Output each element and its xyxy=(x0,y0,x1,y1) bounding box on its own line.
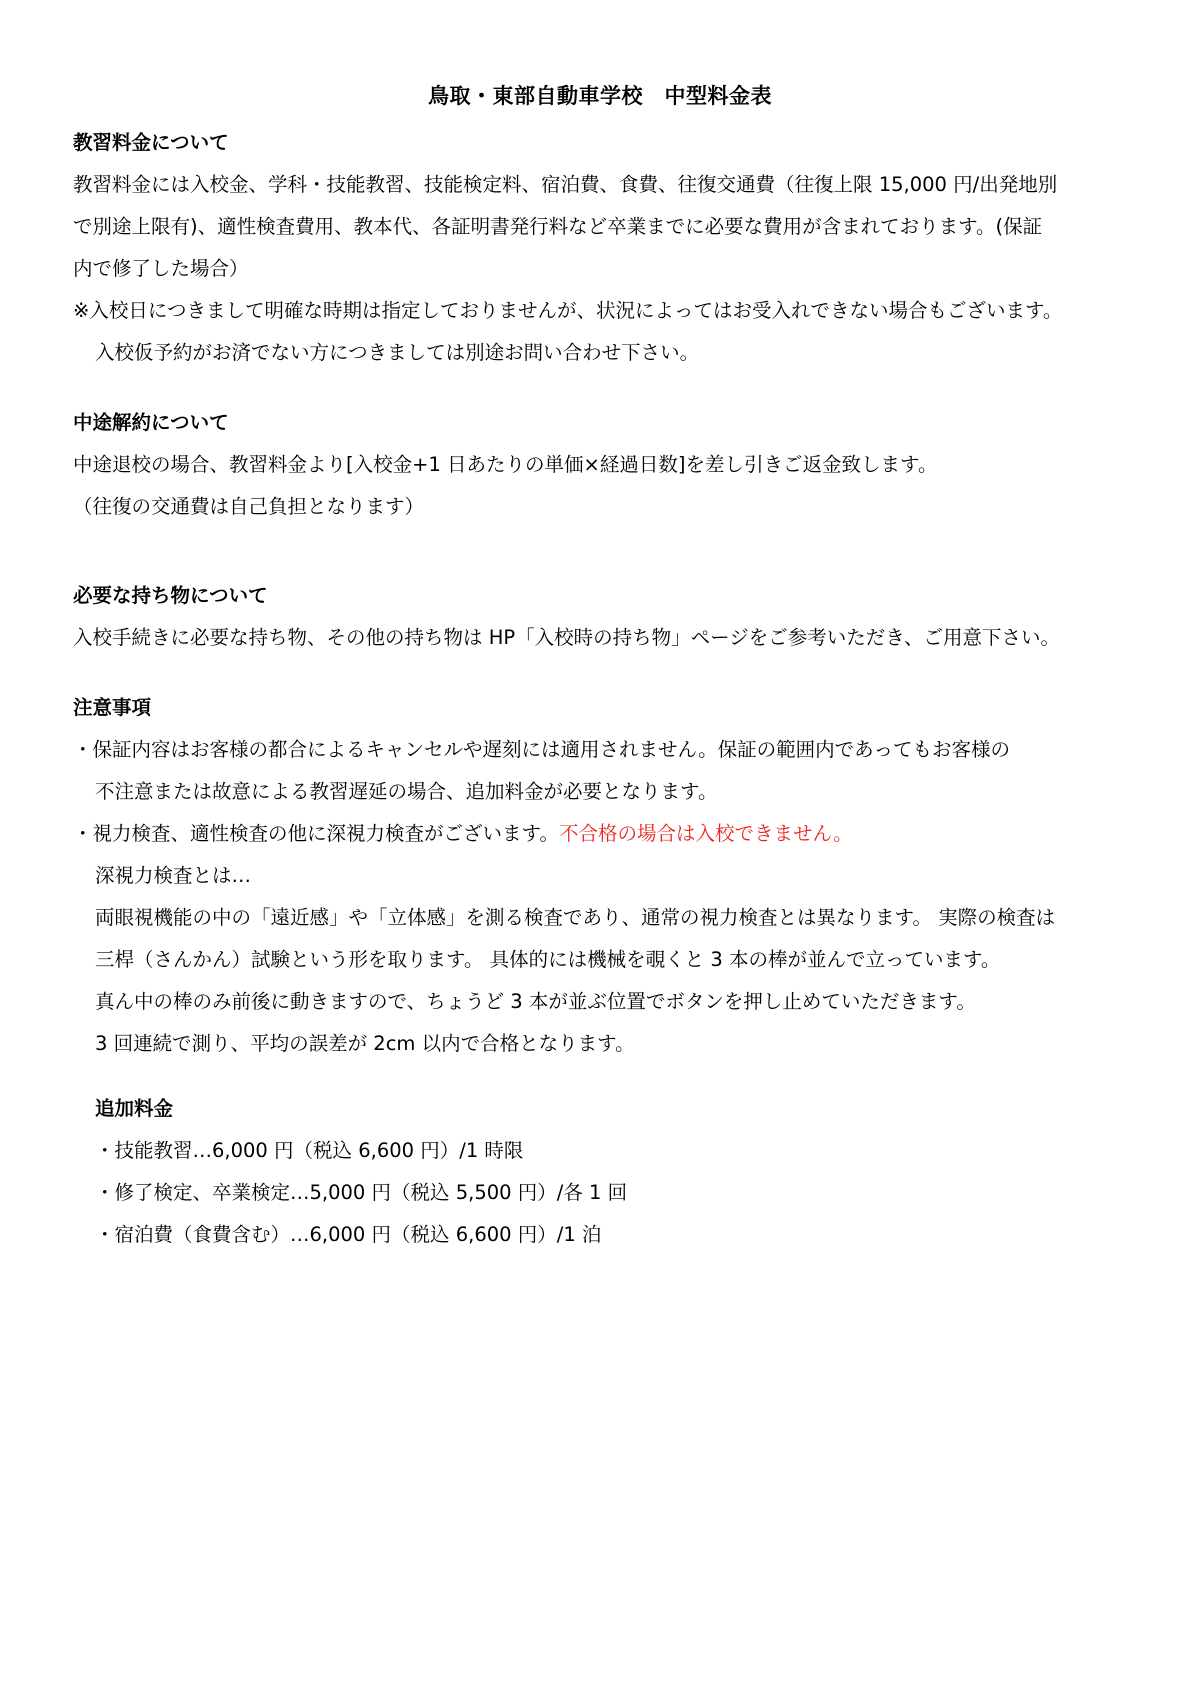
document-body xyxy=(73,122,1153,1256)
paragraph-line: 中途退校の場合、教習料金より[入校金+1 日あたりの単価×経過日数]を差し引きご返金致します。 xyxy=(73,453,938,476)
bullet-continuation: 不注意または故意による教習遅延の場合、追加料金が必要となります。 xyxy=(95,780,718,803)
bullet-item xyxy=(73,813,1153,855)
section-extra-fees xyxy=(73,1088,1153,1256)
depth-vision-title: 深視力検査とは… xyxy=(95,864,252,887)
section-heading-tuition: 教習料金について xyxy=(73,131,229,154)
section-heading-belongings: 必要な持ち物について xyxy=(73,584,268,607)
note-line: 入校仮予約がお済でない方につきましては別途お問い合わせ下さい。 xyxy=(95,341,700,364)
section-heading-cancellation: 中途解約について xyxy=(73,411,229,434)
paragraph-line: で別途上限有)、適性検査費用、教本代、各証明書発行料など卒業までに必要な費用が含まれております。(保証 xyxy=(73,215,1043,238)
spacer xyxy=(73,1065,1153,1088)
fee-item: ・技能教習…6,000 円（税込 6,600 円）/1 時限 xyxy=(95,1139,524,1162)
fee-item: ・修了検定、卒業検定…5,000 円（税込 5,500 円）/各 1 回 xyxy=(95,1181,628,1204)
section-tuition xyxy=(73,122,1153,374)
bullet-item: ・保証内容はお客様の都合によるキャンセルや遅刻には適用されません。保証の範囲内であってもお客様の xyxy=(73,738,1010,761)
section-cancellation xyxy=(73,402,1153,528)
bullet-text: ・視力検査、適性検査の他に深視力検査がございます。 xyxy=(73,822,559,845)
spacer xyxy=(73,659,1153,687)
page-title: 鳥取・東部自動車学校 中型料金表 xyxy=(428,84,772,108)
section-notes xyxy=(73,687,1153,1065)
paragraph-line: 3 回連続で測り、平均の誤差が 2cm 以内で合格となります。 xyxy=(95,1032,635,1055)
paragraph-line: 内で修了した場合） xyxy=(73,257,249,280)
fee-item: ・宿泊費（食費含む）…6,000 円（税込 6,600 円）/1 泊 xyxy=(95,1223,602,1246)
section-heading-extra-fees: 追加料金 xyxy=(95,1097,174,1120)
spacer xyxy=(73,528,1153,575)
section-heading-notes: 注意事項 xyxy=(73,696,152,719)
section-belongings xyxy=(73,575,1153,659)
paragraph-line: 真ん中の棒のみ前後に動きますので、ちょうど 3 本が並ぶ位置でボタンを押し止めていただきます。 xyxy=(95,990,976,1013)
note-line: ※入校日につきまして明確な時期は指定しておりませんが、状況によってはお受入れできない場合もございます。 xyxy=(73,299,1063,322)
spacer xyxy=(73,374,1153,402)
paragraph-line: （往復の交通費は自己負担となります） xyxy=(73,495,425,518)
warning-text: 不合格の場合は入校できません。 xyxy=(558,822,853,845)
paragraph-line: 入校手続きに必要な持ち物、その他の持ち物は HP「入校時の持ち物」ページをご参考いただき、ご用意下さい。 xyxy=(73,626,1060,649)
paragraph-line: 両眼視機能の中の「遠近感」や「立体感」を測る検査であり、通常の視力検査とは異なります。 実際の検査は xyxy=(95,906,1056,929)
paragraph-line: 三桿（さんかん）試験という形を取ります。 具体的には機械を覗くと 3 本の棒が並んで立っています。 xyxy=(95,948,1001,971)
paragraph-line: 教習料金には入校金、学科・技能教習、技能検定料、宿泊費、食費、往復交通費（往復上限 15,000 円/出発地別 xyxy=(73,173,1058,196)
